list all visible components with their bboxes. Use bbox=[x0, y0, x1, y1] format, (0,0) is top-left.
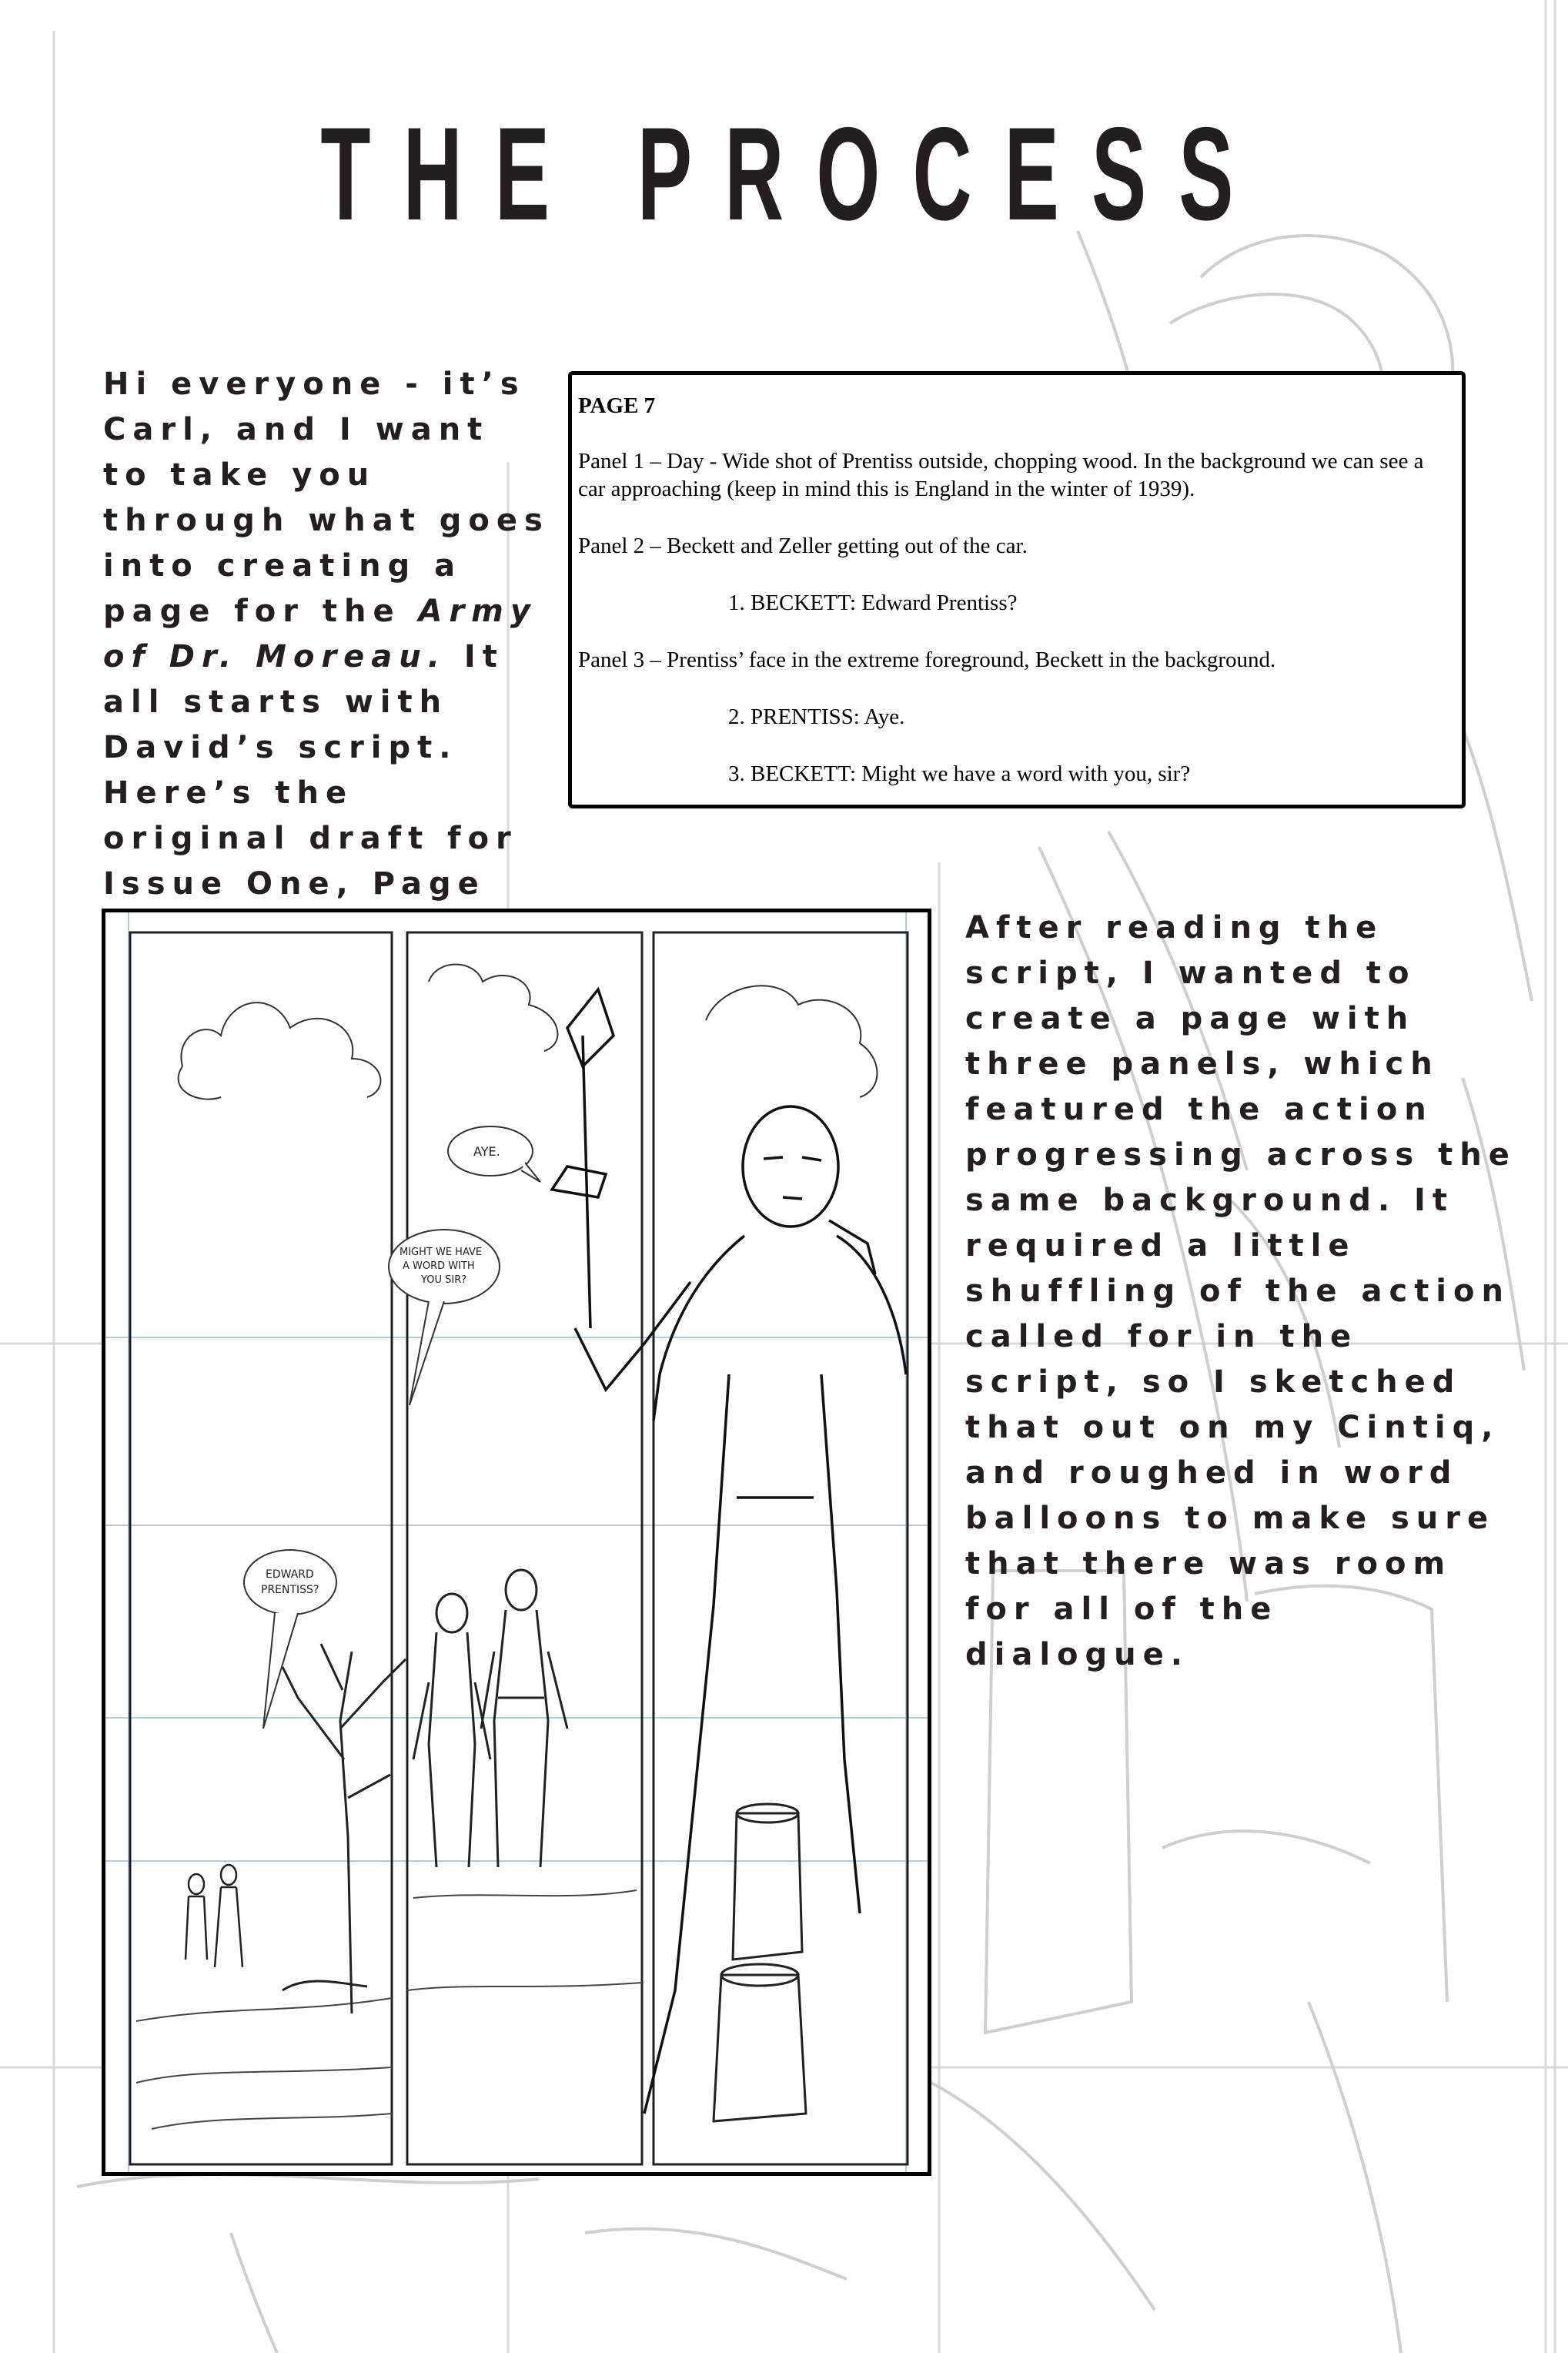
balloon-name-text-2: PRENTISS? bbox=[261, 1584, 319, 1596]
script-excerpt-box bbox=[568, 371, 1466, 808]
sketch-drawing bbox=[105, 912, 928, 2172]
script-panel-2: Panel 2 – Beckett and Zeller getting out of the car. bbox=[578, 534, 1028, 558]
panel-3 bbox=[654, 932, 908, 2164]
pencil-sketch-page bbox=[102, 909, 931, 2176]
page-title: THE PROCESS bbox=[320, 100, 1266, 248]
intro-book-title: Army of Dr. Moreau. bbox=[103, 594, 537, 674]
balloon-word-text-3: YOU SIR? bbox=[421, 1274, 467, 1286]
panel-borders bbox=[130, 932, 908, 2164]
blue-guide-lines bbox=[105, 912, 928, 2172]
balloon-word-text-1: MIGHT WE HAVE bbox=[400, 1247, 483, 1258]
script-panel-1: Panel 1 – Day - Wide shot of Prentiss outside, chopping wood. In the background we can see a car approaching (keep in mind this is England in the winter of 1939). bbox=[578, 449, 1424, 501]
cloud-sketch bbox=[179, 965, 878, 1100]
balloon-name-text-1: EDWARD bbox=[266, 1568, 314, 1581]
process-explanation-paragraph: After reading the script, I wanted to create a page with three panels, which featured the action progressing across the same background. It required a little shuffling of the action called for in the script, so I sketched that out on my Cintiq, and roughed in word balloons to make sure that there was room for all of the dialogue. bbox=[965, 910, 1516, 1672]
balloon-aye-text: AYE. bbox=[473, 1144, 500, 1159]
script-panel-3: Panel 3 – Prentiss’ face in the extreme foreground, Beckett in the background. bbox=[578, 648, 1276, 672]
panel-1 bbox=[130, 932, 392, 2164]
intro-paragraph bbox=[103, 362, 550, 952]
balloon-name bbox=[244, 1550, 336, 1615]
balloon-word-text-2: A WORD WITH bbox=[403, 1260, 475, 1272]
script-dialogue-3: 3. BECKETT: Might we have a word with you, sir? bbox=[728, 761, 1191, 786]
distant-figures-sketch bbox=[186, 1865, 242, 1967]
script-dialogue-1: 1. BECKETT: Edward Prentiss? bbox=[728, 591, 1018, 615]
intro-text-part2: It all starts with David’s script. Here’s the original draft for Issue One, Page bbox=[103, 639, 518, 902]
stumps-sketch bbox=[714, 1804, 806, 2121]
balloon-aye-tail bbox=[521, 1163, 540, 1182]
script-dialogue-2: 2. PRENTISS: Aye. bbox=[728, 705, 905, 729]
intro-text-part1: Hi everyone - it’s Carl, and I want to take you through what goes into creating a page for the bbox=[103, 367, 550, 629]
balloon-name-tail bbox=[263, 1613, 298, 1729]
panel-2 bbox=[407, 932, 642, 2164]
ground-sketch bbox=[136, 1890, 642, 2129]
tree-sketch bbox=[283, 1644, 406, 2013]
prentiss-with-axe-sketch bbox=[552, 989, 906, 2114]
balloon-word-tail bbox=[410, 1301, 444, 1405]
script-page-label: PAGE 7 bbox=[578, 393, 656, 418]
beckett-zeller-sketch bbox=[413, 1570, 567, 1867]
